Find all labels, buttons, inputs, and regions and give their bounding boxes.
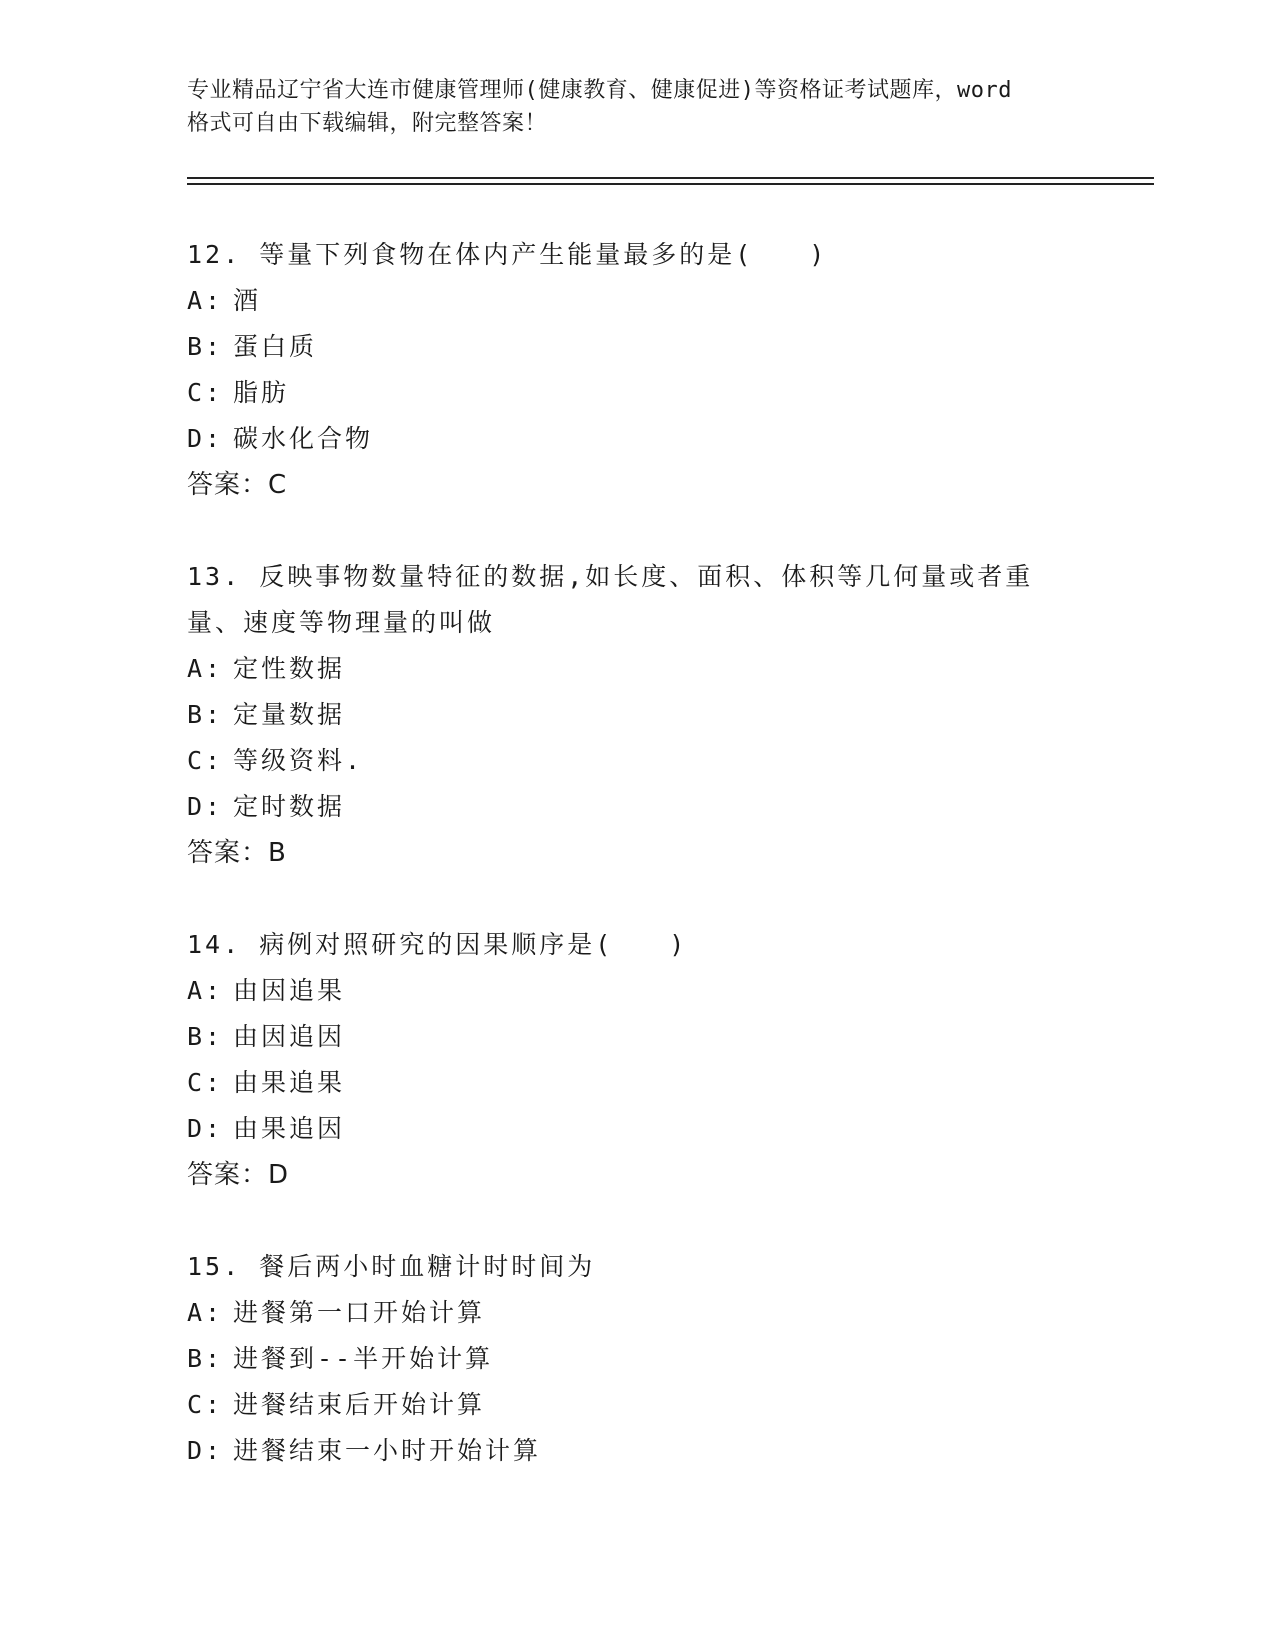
option-c: [187, 738, 1087, 784]
question-number: 13.: [187, 562, 242, 591]
option-b: [187, 324, 1087, 370]
question-number: 15.: [187, 1252, 242, 1281]
question-text: [187, 554, 1087, 646]
option-text: 等级资料.: [233, 746, 364, 775]
question-12: [187, 232, 1087, 508]
option-text: 进餐结束后开始计算: [233, 1390, 486, 1419]
question-stem: 餐后两小时血糖计时时间为: [259, 1252, 596, 1281]
header-line-1: 专业精品辽宁省大连市健康管理师(健康教育、健康促进)等资格证考试题库，word: [187, 78, 1012, 103]
option-b: [187, 1336, 1087, 1382]
header-line-2: 格式可自由下载编辑，附完整答案！: [187, 111, 548, 136]
option-text: 由因追因: [233, 1022, 346, 1051]
document-header: [187, 74, 1087, 140]
option-text: 脂肪: [233, 378, 290, 407]
answer-line: 答案：C: [187, 470, 288, 500]
option-c: [187, 370, 1087, 416]
option-letter: C:: [187, 1390, 224, 1419]
option-text: 碳水化合物: [233, 424, 374, 453]
option-letter: B:: [187, 332, 224, 361]
option-d: [187, 784, 1087, 830]
option-text: 进餐第一口开始计算: [233, 1298, 486, 1327]
option-letter: D:: [187, 792, 224, 821]
option-letter: B:: [187, 1022, 224, 1051]
option-text: 定性数据: [233, 654, 346, 683]
option-d: [187, 1106, 1087, 1152]
option-text: 定量数据: [233, 700, 346, 729]
option-text: 由因追果: [233, 976, 346, 1005]
question-stem: 等量下列食物在体内产生能量最多的是( ): [259, 240, 828, 269]
option-c: [187, 1382, 1087, 1428]
option-a: [187, 646, 1087, 692]
option-letter: A:: [187, 1298, 224, 1327]
header-divider-top: [187, 177, 1154, 179]
question-list: [187, 232, 1087, 1520]
option-text: 由果追果: [233, 1068, 346, 1097]
option-b: [187, 1014, 1087, 1060]
option-letter: C:: [187, 1068, 224, 1097]
option-letter: B:: [187, 1344, 224, 1373]
option-a: [187, 1290, 1087, 1336]
option-text: 进餐到--半开始计算: [233, 1344, 494, 1373]
option-letter: A:: [187, 286, 224, 315]
option-text: 由果追因: [233, 1114, 346, 1143]
option-letter: D:: [187, 1436, 224, 1465]
option-letter: C:: [187, 378, 224, 407]
answer-line: 答案：B: [187, 838, 287, 868]
option-letter: C:: [187, 746, 224, 775]
option-letter: B:: [187, 700, 224, 729]
question-14: [187, 922, 1087, 1198]
option-c: [187, 1060, 1087, 1106]
option-letter: A:: [187, 976, 224, 1005]
question-number: 12.: [187, 240, 242, 269]
question-stem: 病例对照研究的因果顺序是( ): [259, 930, 688, 959]
question-13: [187, 554, 1087, 876]
answer-line: 答案：D: [187, 1160, 290, 1190]
option-a: [187, 278, 1087, 324]
option-text: 酒: [233, 286, 262, 315]
option-text: 蛋白质: [233, 332, 318, 361]
header-divider-bottom: [187, 183, 1154, 185]
option-text: 定时数据: [233, 792, 346, 821]
question-text: [187, 922, 1087, 968]
option-letter: A:: [187, 654, 224, 683]
question-stem: 反映事物数量特征的数据,如长度、面积、体积等几何量或者重量、速度等物理量的叫做: [187, 562, 1034, 637]
question-number: 14.: [187, 930, 242, 959]
question-text: [187, 232, 1087, 278]
option-d: [187, 416, 1087, 462]
option-letter: D:: [187, 424, 224, 453]
question-15: [187, 1244, 1087, 1474]
option-b: [187, 692, 1087, 738]
option-a: [187, 968, 1087, 1014]
option-letter: D:: [187, 1114, 224, 1143]
option-d: [187, 1428, 1087, 1474]
option-text: 进餐结束一小时开始计算: [233, 1436, 542, 1465]
question-text: [187, 1244, 1087, 1290]
